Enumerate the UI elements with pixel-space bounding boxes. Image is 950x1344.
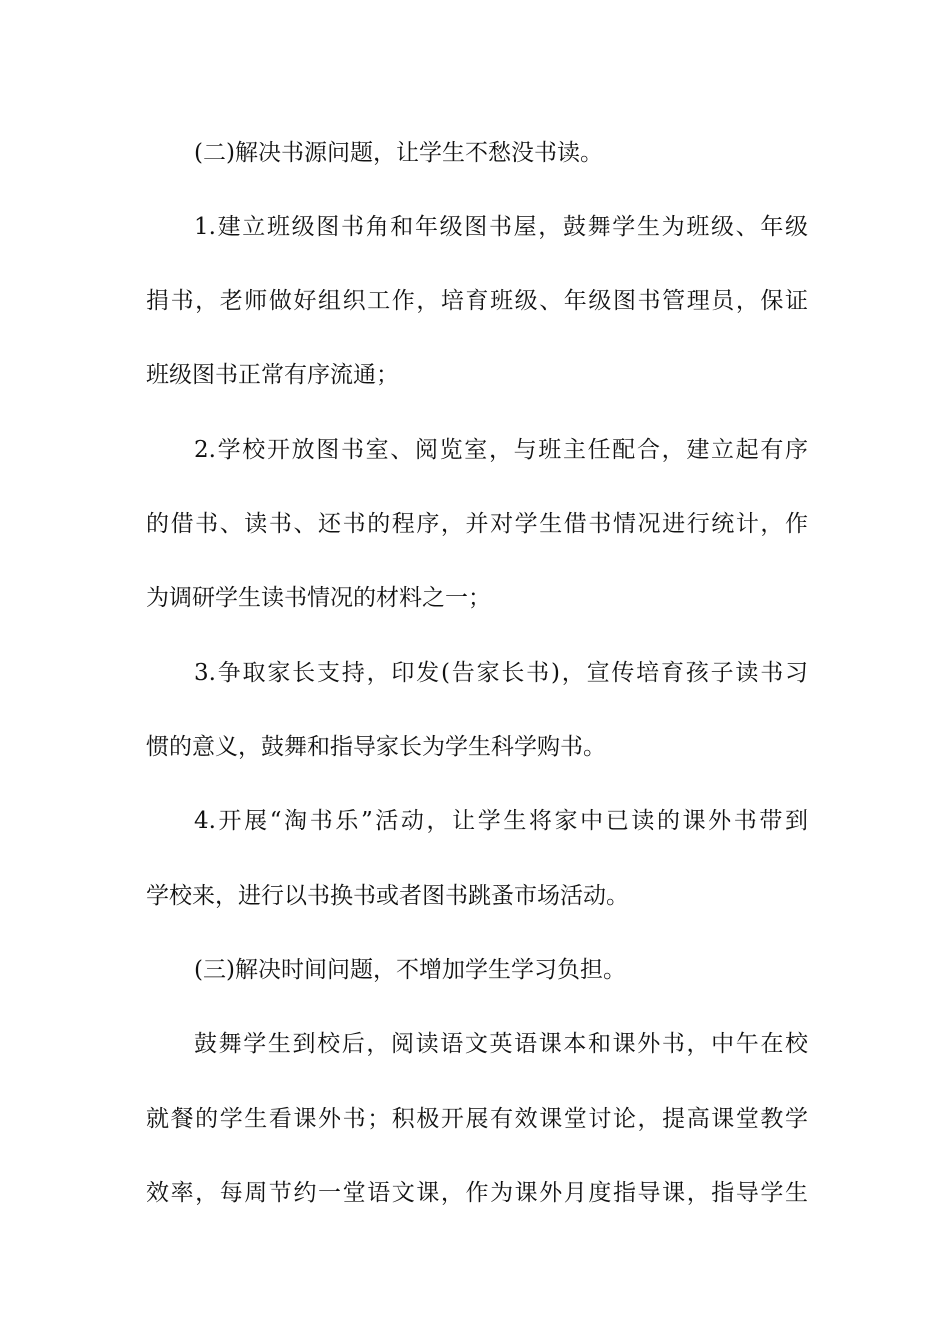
paragraph-line: 4.开展“淘书乐”活动，让学生将家中已读的课外书带到 [194, 808, 808, 834]
paragraph-line: 为调研学生读书情况的材料之一； [146, 585, 491, 611]
paragraph-line: 鼓舞学生到校后，阅读语文英语课本和课外书，中午在校 [194, 1031, 808, 1057]
paragraph-line: 的借书、读书、还书的程序，并对学生借书情况进行统计，作 [146, 511, 808, 537]
paragraph-line: 效率，每周节约一堂语文课，作为课外月度指导课，指导学生 [146, 1180, 808, 1206]
paragraph-line: 惯的意义，鼓舞和指导家长为学生科学购书。 [146, 734, 606, 760]
paragraph-line: 班级图书正常有序流通； [146, 362, 399, 388]
paragraph-line: 学校来，进行以书换书或者图书跳蚤市场活动。 [146, 883, 629, 909]
paragraph-line: 1.建立班级图书角和年级图书屋，鼓舞学生为班级、年级 [194, 214, 808, 240]
paragraph-line: 2.学校开放图书室、阅览室，与班主任配合，建立起有序 [194, 437, 808, 463]
section-heading-book-source: (二)解决书源问题，让学生不愁没书读。 [194, 140, 603, 166]
paragraph-line: 3.争取家长支持，印发(告家长书)，宣传培育孩子读书习 [194, 660, 808, 686]
paragraph-line: 就餐的学生看课外书；积极开展有效课堂讨论，提高课堂教学 [146, 1106, 808, 1132]
section-heading-time: (三)解决时间问题，不增加学生学习负担。 [194, 957, 626, 983]
paragraph-line: 捐书，老师做好组织工作，培育班级、年级图书管理员，保证 [146, 288, 808, 314]
